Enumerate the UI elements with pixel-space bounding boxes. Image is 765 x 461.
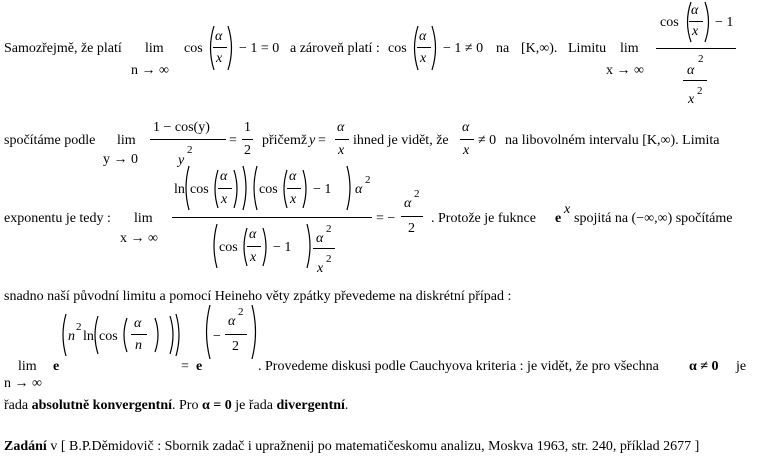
- fraction-denominator: x: [290, 192, 297, 207]
- n-symbol: n: [68, 329, 75, 344]
- fraction-denominator: x: [338, 143, 345, 158]
- alpha-symbol: α: [404, 196, 412, 211]
- fraction-numerator: α: [134, 316, 142, 331]
- math-expression: α = 0: [201, 398, 232, 413]
- text-line: snadno naší původní limitu a pomocí Heineho věty zpátky převedeme na diskrétní případ :: [4, 289, 512, 304]
- fraction-denominator: x: [420, 51, 427, 66]
- text: .: [344, 398, 349, 413]
- exponent: 2: [414, 188, 420, 200]
- fraction-bar: [335, 139, 349, 140]
- main-fraction-bar: [656, 48, 736, 49]
- lim-operator: lim: [18, 359, 37, 374]
- fraction-bar: [242, 139, 253, 140]
- bold-text: Zadání: [4, 439, 47, 454]
- fraction-denominator: 2: [244, 143, 251, 158]
- math-expression: α ≠ 0: [689, 359, 719, 374]
- fraction-denominator: x: [221, 192, 228, 207]
- math-expression: − 1: [313, 182, 332, 197]
- fraction-bar: [225, 334, 247, 335]
- cos-function: cos: [219, 240, 238, 255]
- fraction-bar: [401, 216, 423, 217]
- fraction-bar: [460, 139, 474, 140]
- reference-text: v [ B.P.Děmidovič : Sbornik zadač i upražnenij po matematičeskomu analizu, Moskva 1963, str. 240, příklad 2677 ]: [50, 439, 700, 454]
- exponent: x: [564, 202, 571, 217]
- text: spočítáme podle: [4, 133, 96, 148]
- text: . Protože je fuknce: [431, 211, 536, 226]
- fraction-bar: [213, 47, 227, 48]
- fraction-bar: [313, 248, 335, 249]
- exponent: 2: [698, 53, 704, 65]
- math-expression: − 1 ≠ 0: [443, 41, 484, 56]
- text: je řada: [235, 398, 273, 413]
- text: exponentu je tedy :: [4, 211, 111, 226]
- fraction-bar: [150, 139, 226, 140]
- text: Limitu: [568, 41, 607, 56]
- text: na: [496, 41, 510, 56]
- text: Samozřejmě, že platí: [4, 41, 122, 56]
- fraction-bar: [131, 334, 147, 335]
- cos-function: cos: [660, 15, 679, 30]
- lim-operator: lim: [117, 133, 136, 148]
- fraction-denominator: y: [178, 153, 185, 168]
- lim-subscript: n → ∞: [131, 63, 169, 78]
- text: . Provedeme diskusi podle Cauchyova kriteria : je vidět, že pro všechna: [258, 359, 659, 374]
- text: . Pro: [172, 398, 199, 413]
- fraction-denominator: 2: [232, 339, 239, 354]
- alpha-symbol: α: [687, 63, 695, 78]
- exponent: 2: [76, 321, 82, 333]
- cos-function: cos: [190, 182, 209, 197]
- lim-subscript: n → ∞: [4, 376, 42, 391]
- cos-function: cos: [184, 41, 203, 56]
- e-symbol: e: [196, 359, 203, 374]
- exponent: 2: [187, 144, 193, 156]
- fraction-numerator: 1: [244, 120, 251, 135]
- lim-operator: lim: [620, 41, 639, 56]
- lim-operator: lim: [145, 41, 164, 56]
- math-expression: − 1: [715, 15, 734, 30]
- lim-subscript: y → 0: [103, 152, 138, 167]
- fraction-numerator: α: [691, 3, 699, 18]
- text: je: [736, 359, 747, 374]
- footer: [4, 440, 699, 454]
- cos-function: cos: [99, 329, 118, 344]
- fraction-denominator: 2: [408, 221, 415, 236]
- equals-sign: =: [318, 133, 326, 148]
- text: přičemž: [262, 133, 308, 148]
- fraction-numerator: α: [337, 120, 345, 135]
- line-6: [4, 399, 348, 413]
- big-parentheses-icon: [203, 303, 259, 361]
- fraction-numerator: α: [215, 29, 223, 44]
- exponent: 2: [697, 85, 703, 97]
- math-expression: ≠ 0: [478, 133, 497, 148]
- fraction-numerator: α: [289, 169, 297, 184]
- equals-sign: =: [229, 133, 237, 148]
- x-symbol: x: [317, 261, 324, 276]
- exponent: 2: [238, 306, 244, 318]
- math-expression: − 1: [273, 240, 292, 255]
- text: ihned je vidět, že: [353, 133, 449, 148]
- math-expression: = −: [376, 211, 396, 226]
- fraction-denominator: x: [692, 24, 699, 39]
- lim-subscript: x → ∞: [606, 63, 644, 78]
- fraction-denominator: x: [250, 250, 257, 265]
- cos-function: cos: [388, 41, 407, 56]
- fraction-bar: [417, 47, 431, 48]
- fraction-bar: [689, 21, 703, 22]
- fraction-numerator: α: [249, 227, 257, 242]
- alpha-symbol: α: [228, 314, 236, 329]
- lim-operator: lim: [134, 211, 153, 226]
- ln-function: ln: [174, 182, 185, 197]
- fraction-denominator: n: [135, 338, 142, 353]
- alpha-symbol: α: [355, 182, 363, 197]
- fraction-numerator: 1 − cos(y): [153, 120, 210, 135]
- text: řada: [4, 398, 29, 413]
- fraction-bar: [683, 80, 707, 81]
- fraction-bar: [247, 246, 261, 247]
- exponent: 2: [365, 174, 371, 186]
- e-symbol: e: [53, 359, 60, 374]
- text: spojitá na (−∞,∞) spočítáme: [574, 211, 733, 226]
- y-symbol: y: [309, 133, 316, 148]
- cos-function: cos: [259, 182, 278, 197]
- equals-sign: =: [181, 359, 189, 374]
- bold-text: absolutně konvergentní: [31, 398, 173, 413]
- alpha-symbol: α: [316, 231, 324, 246]
- exponent: 2: [326, 223, 332, 235]
- text: [K,∞).: [521, 41, 558, 56]
- minus-sign: −: [213, 329, 221, 344]
- fraction-numerator: α: [419, 29, 427, 44]
- lim-subscript: x → ∞: [120, 231, 158, 246]
- ln-function: ln: [83, 329, 94, 344]
- math-expression: − 1 = 0: [239, 41, 280, 56]
- fraction-numerator: α: [220, 169, 228, 184]
- main-fraction-bar: [172, 217, 372, 218]
- x-symbol: x: [688, 92, 695, 107]
- text: na libovolném intervalu [K,∞). Limita: [505, 133, 720, 148]
- text: a zároveň platí :: [290, 41, 380, 56]
- fraction-bar: [287, 188, 301, 189]
- e-symbol: e: [555, 211, 562, 226]
- fraction-denominator: x: [463, 143, 470, 158]
- bold-text: divergentní: [276, 398, 345, 413]
- fraction-denominator: x: [216, 51, 223, 66]
- exponent: 2: [326, 253, 332, 265]
- fraction-numerator: α: [462, 120, 470, 135]
- fraction-bar: [218, 188, 232, 189]
